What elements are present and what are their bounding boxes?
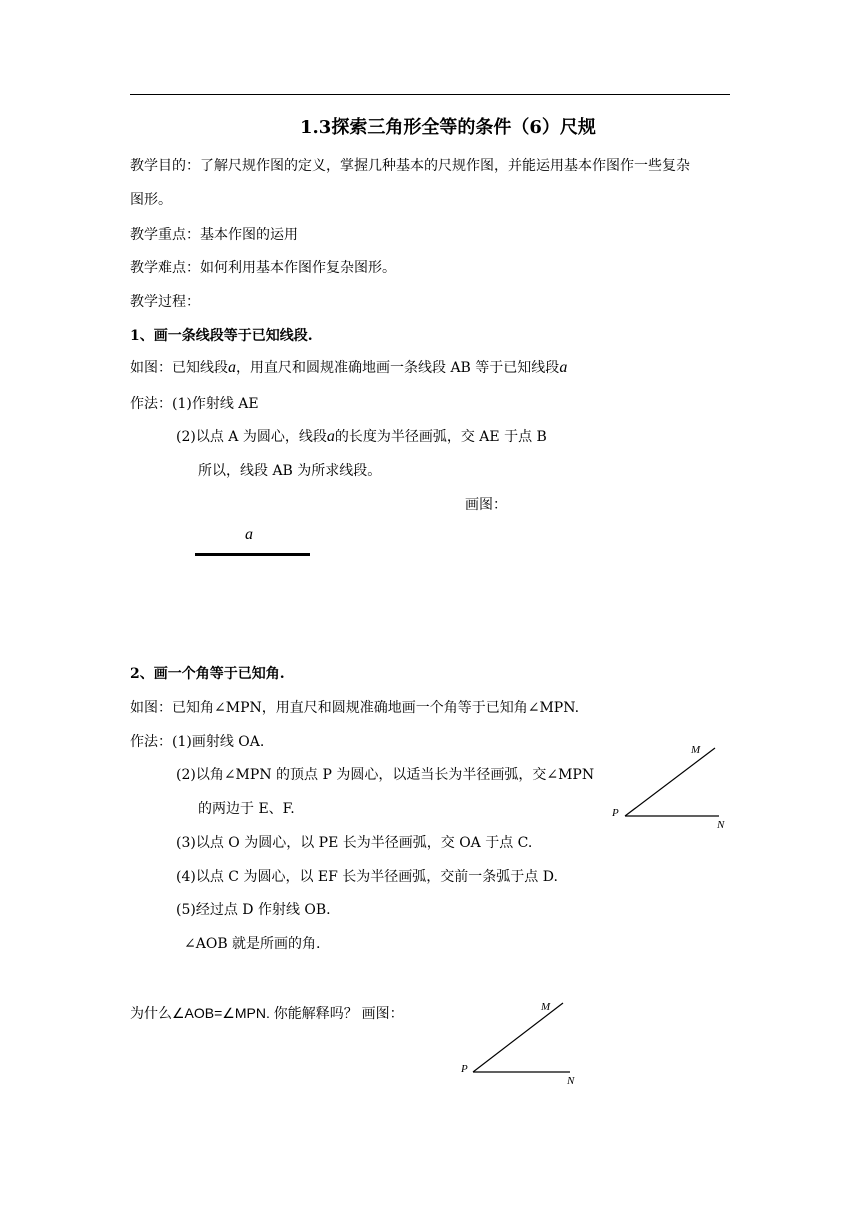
label-m-2: M <box>541 1001 551 1013</box>
label-p-2: P <box>461 1063 468 1075</box>
page-title: 1.3探索三角形全等的条件（6）尺规 <box>300 117 596 138</box>
section2-conclusion: ∠AOB 就是所画的角. <box>184 936 321 952</box>
ray-pm-2 <box>473 1003 563 1072</box>
section2-heading: 2、画一个角等于已知角. <box>130 666 285 682</box>
angle-mpn-figure-2 <box>455 995 585 1090</box>
section1-intro-part2: ，用直尺和圆规准确地画一条线段 AB 等于已知线段 <box>236 360 560 376</box>
section1-intro-a2: a <box>559 359 568 376</box>
segment-a-line <box>195 553 310 556</box>
objective-line-1: 教学目的：了解尺规作图的定义，掌握几种基本的尺规作图，并能运用基本作图作一些复杂 <box>130 158 690 174</box>
header-rule <box>130 94 730 95</box>
label-n-2: N <box>567 1075 575 1087</box>
section1-step2-part1: (2)以点 A 为圆心，线段 <box>176 429 327 445</box>
section2-step3: (3)以点 O 为圆心，以 PE 长为半径画弧，交 OA 于点 C. <box>176 835 533 851</box>
section1-step2-a: a <box>326 428 335 445</box>
segment-a-label: a <box>245 526 253 543</box>
section2-intro: 如图：已知角∠MPN，用直尺和圆规准确地画一个角等于已知角∠MPN. <box>130 700 580 716</box>
key-point: 教学重点：基本作图的运用 <box>130 227 298 243</box>
section2-question: 为什么∠AOB=∠MPN. 你能解释吗？ 画图： <box>130 1005 404 1021</box>
section2-method-step1: 作法：(1)画射线 OA. <box>130 734 265 750</box>
section1-step2-part2: 的长度为半径画弧，交 AE 于点 B <box>334 429 547 445</box>
difficulty: 教学难点：如何利用基本作图作复杂图形。 <box>130 260 396 276</box>
ray-pm <box>625 748 715 816</box>
label-n: N <box>717 819 725 831</box>
section2-step4: (4)以点 C 为圆心，以 EF 长为半径画弧，交前一条弧于点 D. <box>176 869 558 885</box>
section1-step2 <box>176 427 547 447</box>
section1-heading: 1、画一条线段等于已知线段. <box>130 328 313 344</box>
section1-intro <box>130 358 567 378</box>
objective-line-2: 图形。 <box>130 192 172 208</box>
section1-intro-part1: 如图：已知线段 <box>130 360 228 376</box>
label-m: M <box>691 744 701 756</box>
angle-mpn-figure-1 <box>605 740 735 830</box>
label-p: P <box>612 807 619 819</box>
section2-step5: (5)经过点 D 作射线 OB. <box>176 902 331 918</box>
section1-method-step1: 作法：(1)作射线 AE <box>130 396 259 412</box>
section2-step2b: 的两边于 E、F. <box>198 801 295 817</box>
process-label: 教学过程： <box>130 294 200 310</box>
section1-conclusion: 所以，线段 AB 为所求线段。 <box>198 463 382 479</box>
section1-draw-label: 画图： <box>465 497 507 513</box>
section1-intro-a1: a <box>228 359 236 376</box>
section2-step2a: (2)以角∠MPN 的顶点 P 为圆心，以适当长为半径画弧，交∠MPN <box>176 767 595 783</box>
